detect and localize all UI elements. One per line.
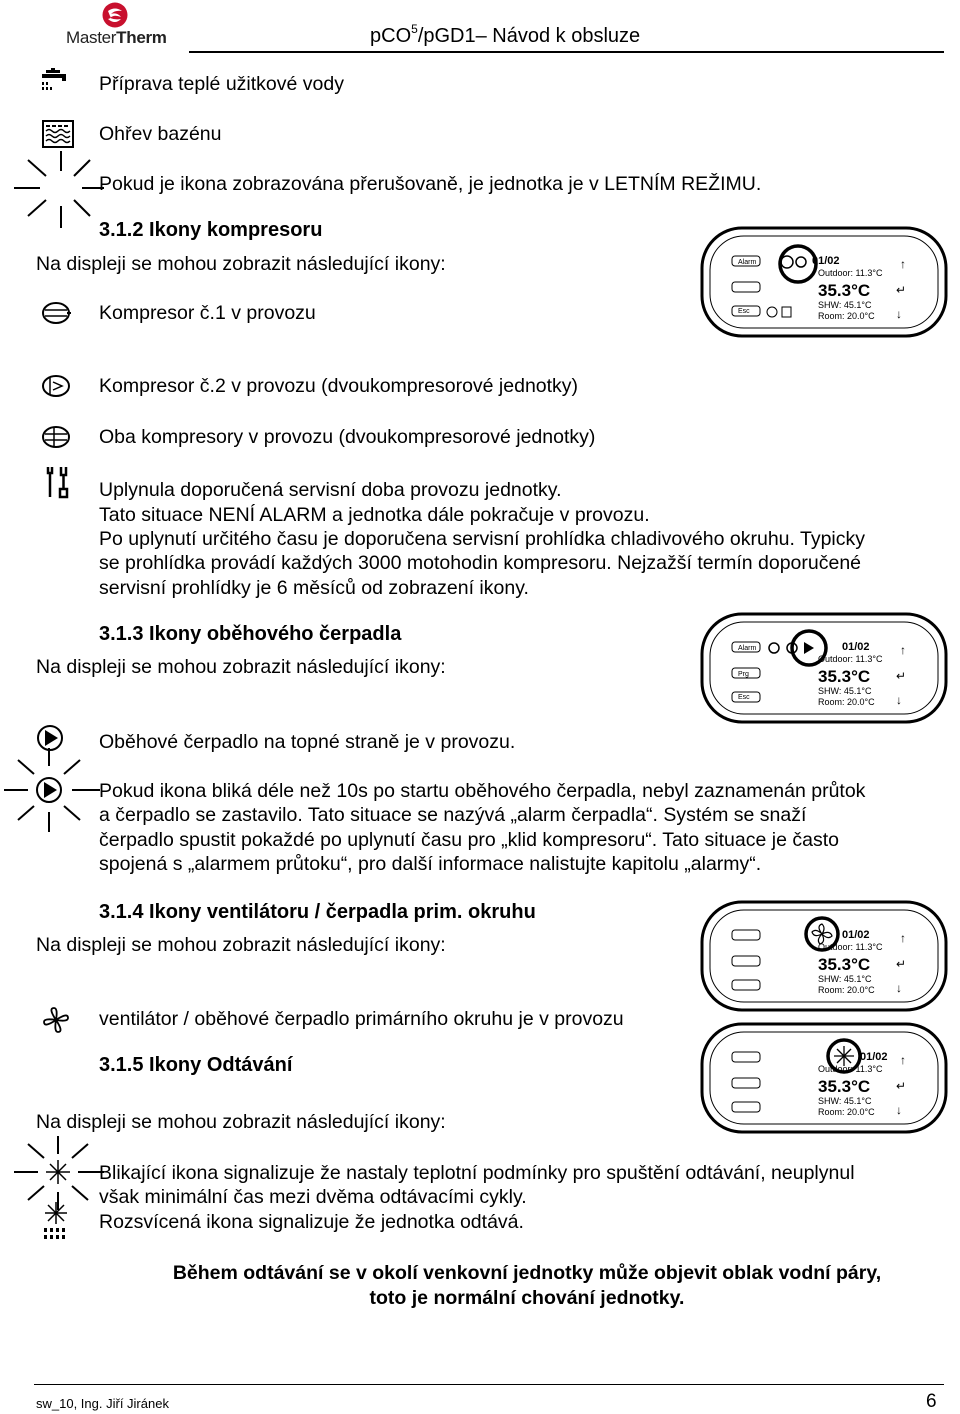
display3-date: 01/02 [842,929,870,941]
svg-text:↓: ↓ [896,981,902,995]
fan-icon [42,1006,70,1034]
svg-text:↑: ↑ [900,1053,906,1067]
notice-line-1: Během odtávání se v okolí venkovní jednotky může objevit oblak vodní páry, [172,1262,882,1284]
service-text-4: se prohlídka provádí každých 3000 motohodin kompresoru. Nejzažší termín doporučené [99,552,862,575]
controller-display-compressor [700,226,948,338]
defrost-heading: 3.1.5 Ikony Odtávání [99,1054,293,1076]
summer-mode-text: Pokud je ikona zobrazována přerušovaně, je jednotka je v LETNÍM REŽIMU. [99,173,762,195]
display2-outdoor: Outdoor: 11.3°C [818,654,883,664]
hot-water-text: Příprava teplé užitkové vody [99,73,344,95]
footer-author: sw_10, Ing. Jiří Jiránek [36,1396,169,1411]
display4-room: Room: 20.0°C [818,1107,875,1117]
display2-esc-label: Esc [738,694,750,701]
display1-shw: SHW: 45.1°C [818,300,872,310]
display1-esc-label: Esc [738,308,750,315]
controller-display-defrost [700,1022,948,1134]
pump-heading: 3.1.3 Ikony oběhového čerpadla [99,623,402,645]
logo-text-a: Master [66,28,117,47]
display1-alarm-label: Alarm [738,259,757,266]
display1-temp: 35.3°C [818,281,871,300]
display4-outdoor: Outdoor: 11.3°C [818,1064,883,1074]
compressor-2-text: Kompresor č.2 v provozu (dvoukompresorové jednotky) [99,375,579,397]
display1-room: Room: 20.0°C [818,311,875,321]
notice-line-2: toto je normální chování jednotky. [369,1287,685,1309]
pump-intro: Na displeji se mohou zobrazit následující ikony: [36,656,446,678]
defrost-text-3: Rozsvícená ikona signalizuje že jednotka odtává. [99,1211,524,1233]
title-sup: 5 [411,22,418,36]
defrost-active-icon [40,1200,72,1242]
display4-shw: SHW: 45.1°C [818,1096,872,1106]
fan-text: ventilátor / oběhové čerpadlo primárního okruhu je v provozu [99,1008,624,1030]
fan-heading: 3.1.4 Ikony ventilátoru / čerpadla prim. okruhu [99,901,536,923]
compressor-heading: 3.1.2 Ikony kompresoru [99,219,323,241]
pool-text: Ohřev bazénu [99,123,222,145]
pump-alarm-text-1: Pokud ikona bliká déle než 10s po startu oběhového čerpadla, nebyl zaznamenán průtok [99,780,866,802]
service-paragraph [99,527,957,600]
display3-temp: 35.3°C [818,955,871,974]
display2-shw: SHW: 45.1°C [818,686,872,696]
pump-blinking-icon [4,748,104,832]
defrost-notice [96,1261,958,1311]
svg-text:↑: ↑ [900,931,906,945]
mastertherm-logo [58,2,173,48]
fan-intro: Na displeji se mohou zobrazit následující ikony: [36,934,446,956]
display1-outdoor: Outdoor: 11.3°C [818,268,883,278]
compressor-1-icon [42,301,72,325]
title-prefix: pCO [370,25,412,47]
display2-temp: 35.3°C [818,667,871,686]
display4-temp: 35.3°C [818,1077,871,1096]
svg-text:↓: ↓ [896,1103,902,1117]
defrost-text-2: však minimální čas mezi dvěma odtávacími cykly. [99,1186,527,1209]
page-title [370,22,640,48]
header-rule [189,51,944,53]
pool-icon [42,120,74,148]
svg-text:↑: ↑ [900,257,906,271]
title-suffix: /pGD1– Návod k obsluze [417,25,641,47]
defrost-paragraph-1 [99,1161,957,1210]
display2-alarm-label: Alarm [738,645,757,652]
pump-running-text: Oběhové čerpadlo na topné straně je v provozu. [99,731,516,753]
svg-text:↵: ↵ [896,957,907,971]
compressor-both-text: Oba kompresory v provozu (dvoukompresorové jednotky) [99,426,596,448]
pump-alarm-text-4: spojená s „alarmem průtoku“, pro další informace nalistujte kapitolu „alarmy“. [99,853,762,876]
blinking-rays-icon [14,148,104,230]
svg-text:↵: ↵ [896,1079,907,1093]
svg-text:↓: ↓ [896,307,902,321]
display3-outdoor: Outdoor: 11.3°C [818,942,883,952]
compressor-intro: Na displeji se mohou zobrazit následující ikony: [36,253,446,275]
svg-text:↵: ↵ [896,669,907,683]
compressor-1-text: Kompresor č.1 v provozu [99,302,316,324]
display4-date: 01/02 [860,1051,888,1063]
compressor-2-icon [42,374,72,398]
display3-room: Room: 20.0°C [818,985,875,995]
svg-text:↓: ↓ [896,693,902,707]
service-tools-icon [44,465,70,499]
pump-alarm-text-3: čerpadlo spustit pokaždé po uplynutí času pro „klid kompresoru“. Tato situace je často [99,828,839,851]
service-text-3: Po uplynutí určitého času je doporučena servisní prohlídka chladivového okruhu. Typicky [99,528,866,550]
display1-date: 01/02 [812,255,840,267]
logo-mark-icon [102,2,128,28]
page-number: 6 [926,1391,937,1412]
display2-room: Room: 20.0°C [818,697,875,707]
display2-prg-label: Prg [738,671,749,678]
defrost-text-1: Blikající ikona signalizuje že nastaly teplotní podmínky pro spuštění odtávání, neuplynul [99,1162,855,1184]
defrost-intro: Na displeji se mohou zobrazit následující ikony: [36,1111,446,1133]
controller-display-fan [700,900,948,1012]
service-text-2: Tato situace NENÍ ALARM a jednotka dále pokračuje v provozu. [99,504,650,526]
service-text-5: servisní prohlídky je 6 měsíců od zobrazení ikony. [99,576,529,599]
svg-text:↵: ↵ [896,283,907,297]
controller-display-pump [700,612,948,724]
logo-text-b: Therm [116,28,167,47]
compressor-both-icon [42,425,72,449]
service-text-1: Uplynula doporučená servisní doba provozu jednotky. [99,479,562,501]
display2-date: 01/02 [842,641,870,653]
svg-text:↑: ↑ [900,643,906,657]
footer-rule [34,1384,944,1385]
pump-alarm-text-2: a čerpadlo se zastavilo. Tato situace se nazývá „alarm čerpadla“. Systém se snaží [99,804,807,827]
hot-water-tap-icon [40,68,70,94]
pump-alarm-paragraph [99,779,957,877]
display3-shw: SHW: 45.1°C [818,974,872,984]
